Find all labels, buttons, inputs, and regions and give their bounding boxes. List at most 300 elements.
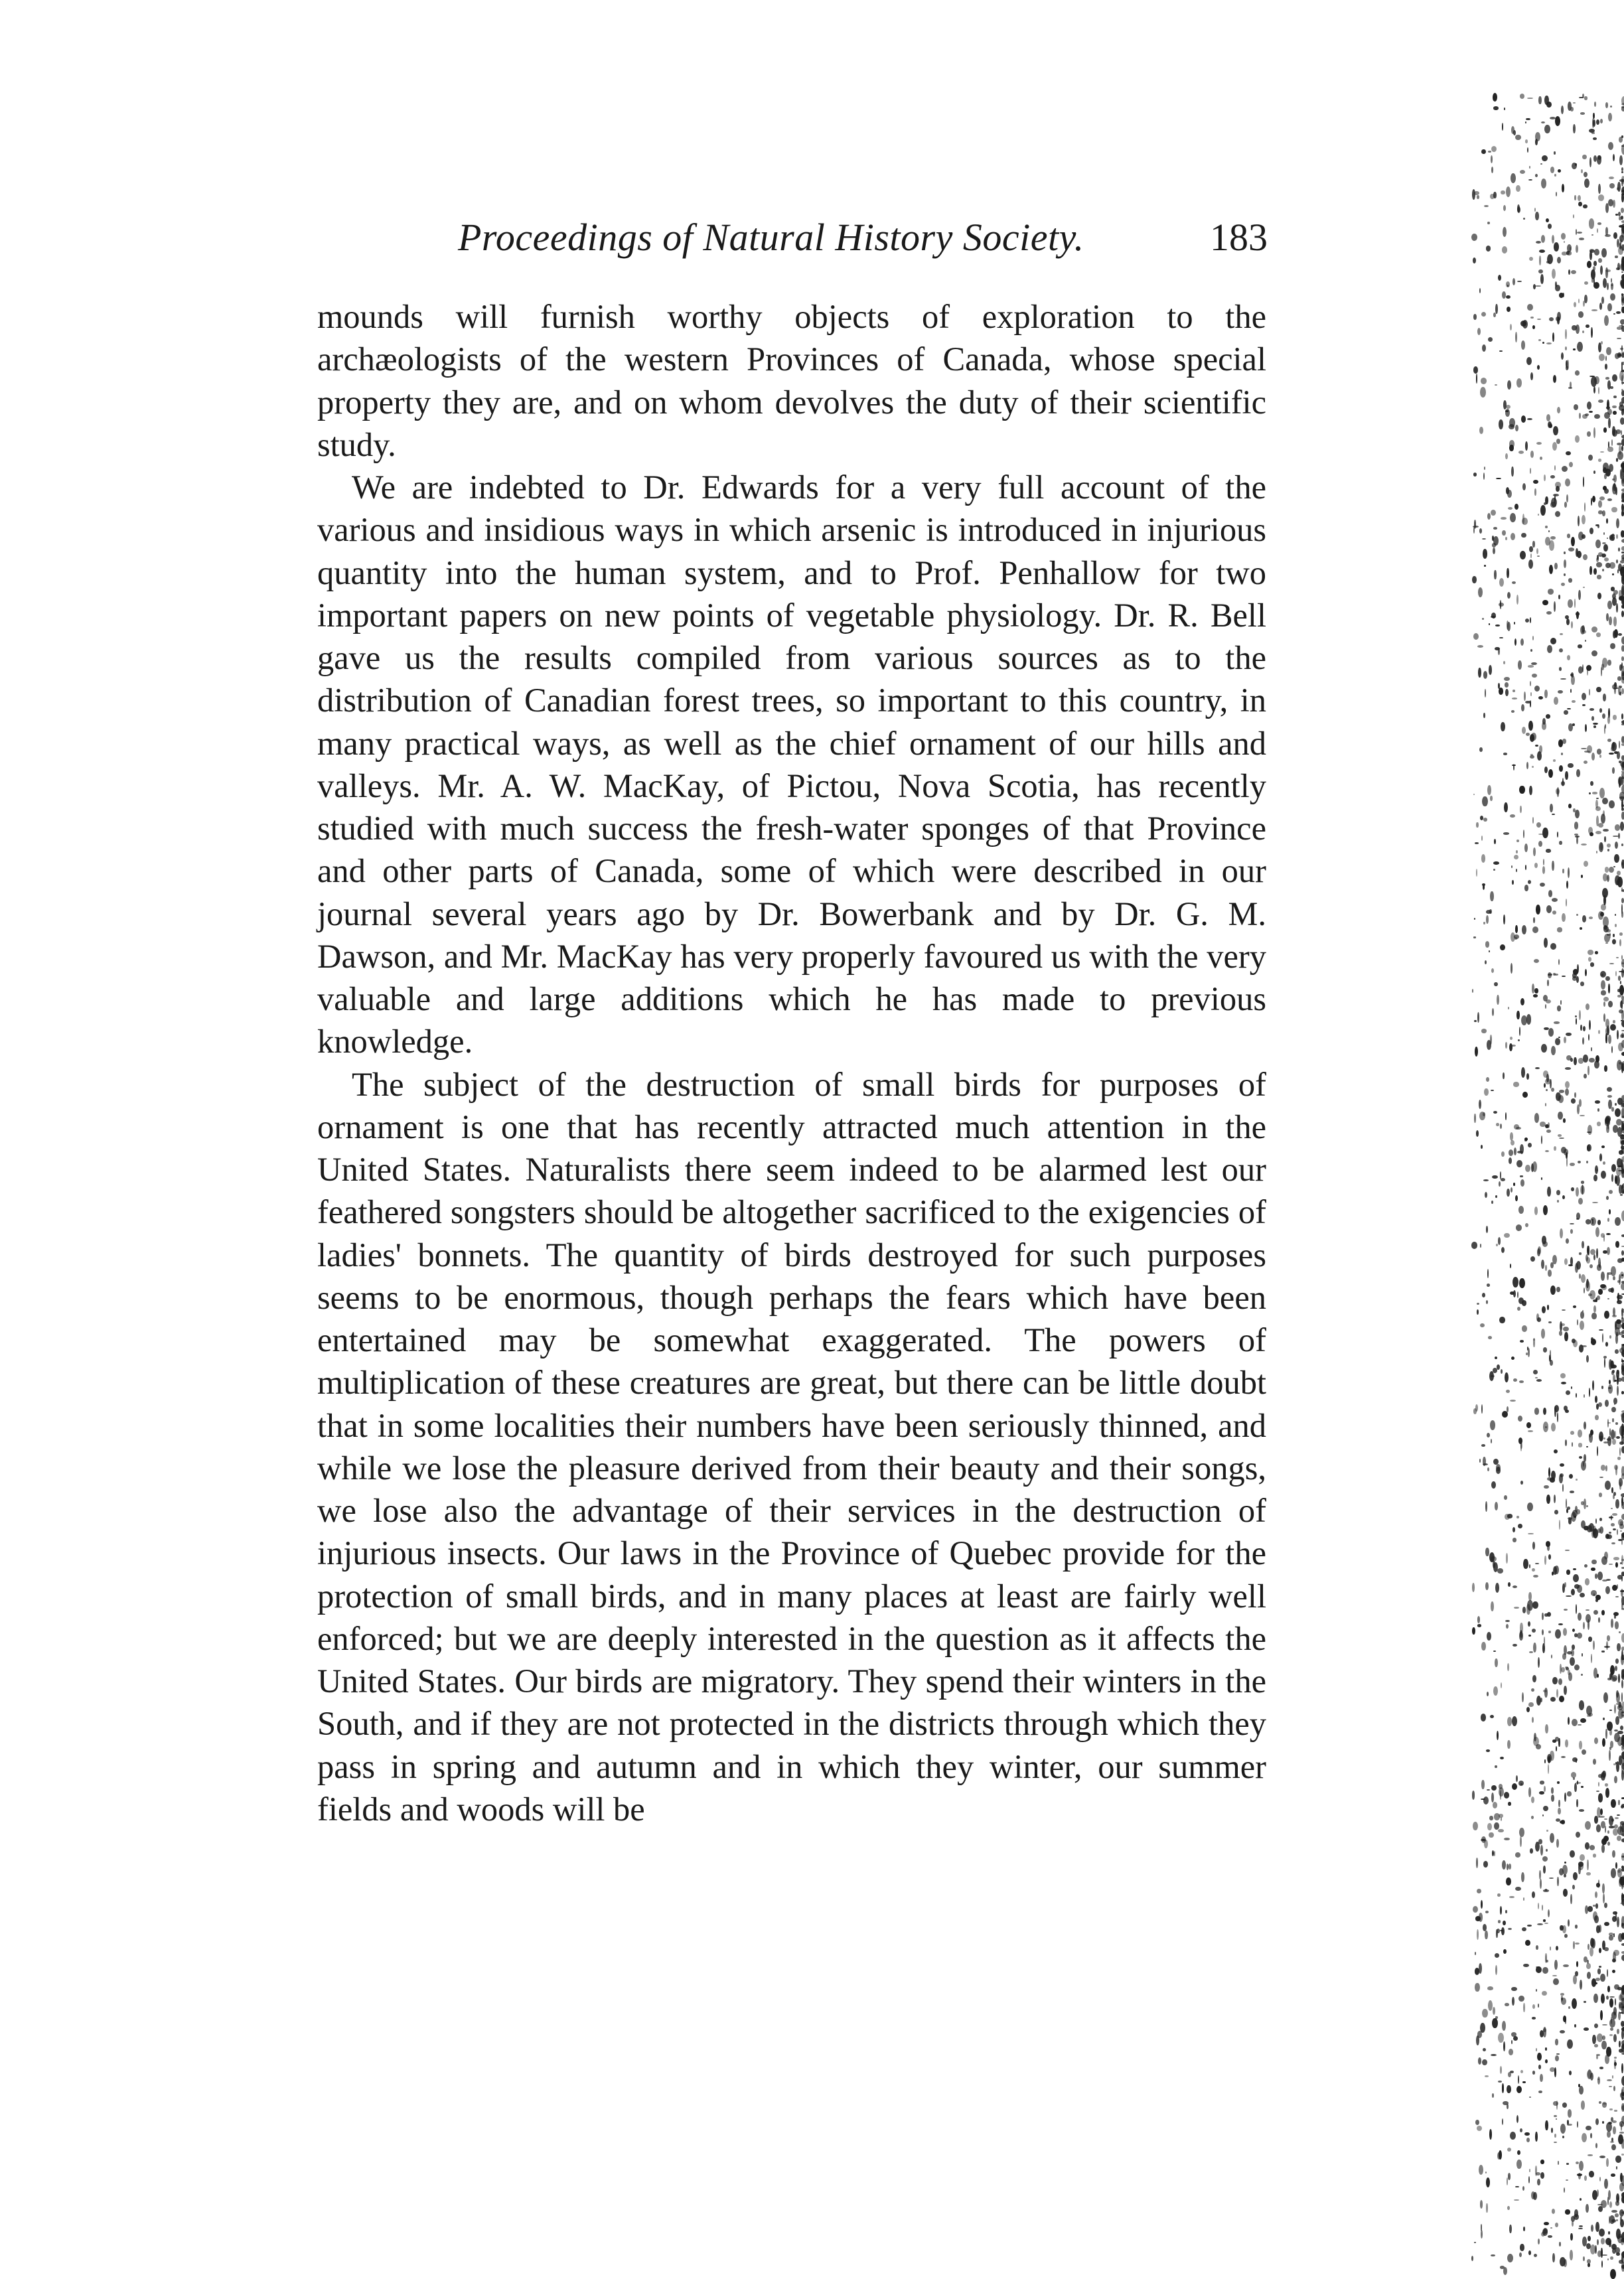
scan-speck (1483, 473, 1485, 480)
scan-speck (1574, 302, 1576, 307)
scan-speck (1615, 1621, 1619, 1629)
scan-speck (1484, 565, 1485, 567)
scan-speck (1530, 755, 1534, 759)
scan-speck (1582, 515, 1586, 525)
scan-speck (1616, 1690, 1619, 1698)
scan-speck (1578, 590, 1581, 600)
scan-speck (1526, 357, 1532, 365)
scan-speck (1544, 1485, 1549, 1489)
scan-speck (1562, 1309, 1566, 1311)
scan-speck (1602, 2024, 1607, 2025)
scan-speck (1580, 1593, 1586, 1598)
scan-speck (1496, 1244, 1498, 1246)
scan-speck (1598, 823, 1603, 828)
scan-speck (1514, 1124, 1519, 1130)
scan-speck (1483, 549, 1488, 559)
scan-speck (1583, 554, 1587, 560)
scan-speck (1603, 694, 1607, 701)
scan-speck (1553, 759, 1556, 762)
scan-speck (1514, 504, 1518, 510)
scan-speck (1534, 1113, 1540, 1122)
scan-speck (1543, 1919, 1545, 1922)
scan-speck (1587, 1944, 1589, 1950)
scan-speck (1584, 1394, 1585, 1398)
scan-speck (1533, 480, 1538, 484)
scan-speck (1586, 1505, 1588, 1507)
scan-speck (1576, 914, 1578, 916)
scan-speck (1621, 1283, 1624, 1290)
scan-speck (1520, 2070, 1523, 2073)
scan-speck (1555, 482, 1561, 487)
scan-speck (1584, 1564, 1587, 1568)
scan-speck (1532, 984, 1534, 993)
scan-speck (1536, 548, 1538, 555)
scan-speck (1528, 880, 1531, 884)
scan-speck (1538, 1903, 1539, 1909)
scan-speck (1604, 2179, 1608, 2189)
scan-speck (1514, 2199, 1519, 2201)
scan-speck (1473, 473, 1477, 477)
scan-speck (1528, 1592, 1531, 1601)
scan-speck (1487, 1632, 1491, 1641)
scan-speck (1475, 842, 1479, 844)
scan-speck (1597, 593, 1601, 599)
scan-speck (1565, 1067, 1571, 1070)
scan-speck (1506, 1390, 1510, 1393)
scan-speck (1522, 2081, 1525, 2083)
scan-speck (1544, 475, 1546, 482)
scan-speck (1484, 1088, 1488, 1096)
scan-speck (1571, 537, 1575, 547)
scan-speck (1621, 645, 1624, 652)
scan-speck (1522, 1092, 1528, 1098)
scan-speck (1505, 409, 1510, 417)
scan-speck (1501, 1369, 1503, 1374)
scan-speck (1599, 1329, 1603, 1331)
scan-speck (1543, 1408, 1546, 1415)
scan-speck (1534, 863, 1538, 868)
scan-speck (1553, 426, 1558, 436)
scan-speck (1613, 1276, 1615, 1281)
scan-speck (1550, 1833, 1554, 1843)
scan-speck (1574, 1057, 1576, 1065)
scan-speck (1544, 1759, 1546, 1763)
scan-speck (1525, 1940, 1530, 1946)
scan-speck (1517, 281, 1522, 282)
scan-speck (1598, 194, 1604, 200)
scan-speck (1621, 2154, 1624, 2156)
scan-speck (1616, 1167, 1621, 1176)
scan-speck (1586, 1161, 1588, 1163)
scan-speck (1584, 502, 1586, 512)
scan-speck (1601, 297, 1604, 304)
scan-speck (1556, 1092, 1560, 1100)
scan-speck (1613, 396, 1617, 399)
scan-speck (1511, 1187, 1513, 1193)
scan-speck (1581, 1181, 1584, 1183)
scan-speck (1621, 1798, 1624, 1800)
scan-speck (1506, 295, 1511, 299)
scan-speck (1481, 312, 1487, 317)
paragraph: The subject of the destruction of small birds for purposes of ornament is one that has recently attracted much attention in the United States. Naturalists there seem indeed to be alarmed lest our feathered songsters should be altogether sacrificed to the exigencies of ladies' bonnets. The quantity of birds destroyed for such purposes seems to be enormous, though perhaps the fears which have been entertained may be somewhat exaggerated. The powers of multiplication of these creatures are great, but there can be little doubt that in some localities their numbers have been seriously thinned, and while we lose the pleasure derived from their beauty and their songs, we lose also the advantage of their services in the destruction of injurious insects. Our laws in the Province of Quebec provide for the protection of small birds, and in many places at least are fairly well enforced; but we are deeply interested in the question as it affects the United States. Our birds are migratory. They spend their winters in the South, and if they are not protected in the districts through which they pass in spring and autumn and in which they winter, our summer fields and woods will be (317, 1063, 1266, 1831)
scan-speck (1613, 1495, 1615, 1499)
scan-speck (1503, 227, 1507, 237)
scan-speck (1589, 1947, 1593, 1956)
scan-speck (1591, 327, 1593, 337)
scan-speck (1586, 1219, 1591, 1224)
scan-speck (1560, 1925, 1563, 1931)
scan-speck (1541, 1044, 1547, 1053)
scan-speck (1550, 1947, 1552, 1950)
scan-speck (1572, 1998, 1577, 2009)
scan-speck (1621, 471, 1624, 473)
scan-speck (1561, 583, 1565, 587)
scan-speck (1547, 645, 1552, 653)
scan-speck (1568, 599, 1573, 607)
scan-speck (1495, 1502, 1499, 1510)
scan-speck (1520, 1175, 1524, 1177)
scan-speck (1621, 409, 1624, 416)
scan-speck (1621, 345, 1623, 352)
scan-speck (1568, 804, 1572, 808)
scan-speck (1609, 464, 1613, 472)
scan-speck (1573, 1872, 1578, 1880)
scan-speck (1621, 2211, 1624, 2214)
scan-speck (1477, 645, 1483, 648)
scan-speck (1607, 303, 1612, 312)
scan-speck (1593, 1641, 1595, 1650)
scan-speck (1530, 681, 1531, 686)
scan-speck (1595, 1396, 1597, 1403)
scan-speck (1619, 761, 1622, 763)
scan-speck (1619, 155, 1623, 165)
scan-speck (1522, 1300, 1526, 1305)
scan-speck (1577, 2121, 1578, 2128)
scan-speck (1570, 1163, 1575, 1166)
scan-speck (1612, 1970, 1616, 1974)
scan-speck (1551, 1654, 1552, 1659)
scan-speck (1548, 1554, 1551, 1560)
scan-speck (1546, 714, 1550, 719)
scan-speck (1578, 1058, 1584, 1063)
scan-speck (1575, 1971, 1578, 1976)
scan-speck (1510, 324, 1512, 331)
scan-speck (1564, 2187, 1565, 2193)
scan-speck (1514, 855, 1518, 859)
scan-speck (1607, 1087, 1612, 1092)
scan-speck (1554, 1495, 1556, 1503)
scan-speck (1533, 917, 1535, 923)
scan-speck (1603, 532, 1605, 535)
scan-speck (1557, 257, 1561, 263)
scan-speck (1491, 2254, 1495, 2256)
scan-speck (1621, 530, 1624, 538)
scan-speck (1562, 466, 1568, 472)
scan-speck (1609, 2019, 1615, 2027)
scan-speck (1621, 167, 1623, 171)
scan-speck (1531, 733, 1536, 741)
scan-speck (1617, 1868, 1621, 1877)
scan-speck (1617, 451, 1623, 460)
scan-speck (1621, 1502, 1624, 1509)
scan-speck (1598, 459, 1601, 462)
scan-speck (1612, 939, 1617, 945)
scan-speck (1614, 854, 1619, 863)
scan-speck (1503, 753, 1507, 755)
scan-speck (1619, 1877, 1624, 1885)
scan-speck (1580, 112, 1585, 114)
scan-speck (1522, 483, 1526, 490)
scan-speck (1545, 1265, 1546, 1271)
scan-speck (1479, 2165, 1483, 2175)
scan-speck (1619, 932, 1623, 936)
scan-speck (1584, 281, 1588, 285)
scan-speck (1552, 1739, 1556, 1742)
scan-speck (1544, 1688, 1548, 1698)
scan-speck (1615, 1108, 1621, 1117)
scan-speck (1536, 2048, 1537, 2051)
scan-speck (1523, 1559, 1528, 1570)
scan-speck (1481, 378, 1487, 384)
scan-speck (1493, 106, 1499, 110)
scan-speck (1525, 865, 1526, 869)
scan-speck (1508, 1802, 1511, 1806)
scan-speck (1522, 727, 1526, 734)
scan-speck (1515, 1887, 1521, 1891)
scan-speck (1590, 2244, 1595, 2254)
scan-speck (1609, 1209, 1611, 1215)
scan-speck (1582, 1037, 1584, 1044)
scan-speck (1607, 844, 1611, 847)
scan-speck (1543, 1205, 1548, 1214)
scan-speck (1591, 753, 1595, 761)
scan-speck (1621, 1359, 1623, 1360)
scan-speck (1555, 2039, 1558, 2045)
scan-speck (1502, 530, 1506, 536)
scan-speck (1573, 1941, 1575, 1949)
scan-speck (1538, 2004, 1539, 2008)
scan-speck (1501, 190, 1505, 195)
scan-speck (1531, 1797, 1534, 1803)
scan-speck (1617, 1386, 1619, 1396)
scan-speck (1513, 278, 1515, 285)
scan-speck (1505, 682, 1509, 688)
scan-speck (1553, 2101, 1558, 2105)
scan-speck (1603, 486, 1607, 490)
scan-speck (1489, 2129, 1492, 2139)
scan-speck (1615, 842, 1618, 849)
scan-speck (1576, 2162, 1579, 2164)
scan-speck (1502, 2118, 1503, 2125)
scan-speck (1491, 167, 1493, 173)
scan-speck (1510, 1400, 1516, 1402)
scan-speck (1519, 1380, 1524, 1383)
scan-speck (1609, 867, 1614, 873)
scan-speck (1621, 299, 1624, 307)
scan-speck (1603, 1437, 1605, 1439)
scan-speck (1491, 2054, 1497, 2056)
scan-speck (1621, 1159, 1623, 1170)
scan-speck (1582, 331, 1584, 333)
scan-speck (1612, 2075, 1613, 2079)
scan-speck (1591, 626, 1597, 633)
scan-speck (1605, 1783, 1608, 1786)
scan-speck (1513, 1290, 1516, 1297)
scan-speck (1621, 461, 1624, 471)
scan-speck (1583, 477, 1585, 487)
scan-speck (1578, 2228, 1582, 2229)
scan-speck (1611, 1174, 1613, 1182)
scan-speck (1580, 1718, 1586, 1723)
scan-speck (1487, 513, 1491, 520)
scan-speck (1559, 1868, 1564, 1875)
scan-speck (1554, 242, 1560, 252)
scan-speck (1612, 1675, 1617, 1680)
scan-speck (1595, 1100, 1600, 1103)
scan-speck (1609, 2108, 1613, 2111)
scan-speck (1521, 1015, 1527, 1025)
scan-speck (1487, 1284, 1491, 1287)
scan-speck (1581, 748, 1587, 749)
scan-speck (1495, 625, 1499, 626)
scan-speck (1479, 427, 1483, 434)
scan-speck (1616, 957, 1619, 958)
scan-speck (1608, 2231, 1610, 2235)
scan-speck (1590, 2133, 1592, 2138)
scan-speck (1497, 1731, 1499, 1740)
scan-speck (1549, 565, 1553, 574)
scan-speck (1609, 1564, 1612, 1565)
scan-speck (1584, 2175, 1587, 2181)
scan-speck (1493, 1686, 1498, 1696)
scan-speck (1621, 2053, 1624, 2055)
scan-speck (1615, 1322, 1621, 1330)
scan-speck (1611, 2210, 1617, 2213)
scan-speck (1533, 1370, 1538, 1374)
scan-speck (1588, 1246, 1589, 1256)
scan-speck (1621, 812, 1624, 820)
scan-speck (1621, 1010, 1624, 1021)
scan-speck (1529, 166, 1531, 169)
scan-speck (1493, 192, 1496, 198)
scan-speck (1568, 1919, 1570, 1927)
scan-speck (1600, 1974, 1605, 1982)
scan-speck (1571, 1187, 1574, 1191)
scan-speck (1560, 2257, 1566, 2266)
scan-speck (1619, 778, 1621, 788)
scan-speck (1610, 106, 1612, 108)
scan-speck (1480, 1244, 1481, 1248)
scan-speck (1481, 1642, 1485, 1651)
scan-speck (1567, 360, 1569, 370)
scan-speck (1597, 524, 1599, 529)
scan-speck (1510, 2071, 1514, 2074)
scan-speck (1552, 1975, 1557, 1977)
scan-speck (1540, 2172, 1544, 2179)
scan-speck (1503, 1921, 1506, 1925)
scan-speck (1621, 2105, 1624, 2110)
scan-speck (1604, 315, 1609, 326)
scan-speck (1541, 121, 1545, 123)
scan-speck (1559, 765, 1564, 772)
scan-speck (1533, 994, 1538, 997)
scan-speck (1618, 976, 1621, 980)
scan-speck (1572, 700, 1576, 703)
scan-speck (1526, 762, 1528, 769)
scan-speck (1556, 317, 1560, 322)
scan-speck (1562, 1195, 1565, 1200)
scan-speck (1558, 1623, 1563, 1625)
scan-speck (1604, 836, 1606, 842)
scan-speck (1578, 1430, 1582, 1437)
scan-speck (1538, 514, 1539, 516)
scan-speck (1489, 1371, 1494, 1381)
scan-speck (1564, 551, 1565, 554)
scan-speck (1505, 1042, 1508, 1049)
scan-speck (1614, 1776, 1617, 1784)
scan-speck (1605, 1400, 1609, 1407)
scan-speck (1484, 205, 1489, 207)
scan-speck (1548, 1631, 1551, 1633)
scan-speck (1596, 851, 1597, 853)
scan-speck (1508, 1582, 1511, 1587)
scan-speck (1510, 1264, 1511, 1268)
scan-speck (1591, 376, 1597, 387)
scan-speck (1582, 1241, 1584, 1248)
scan-speck (1542, 600, 1548, 605)
scan-speck (1604, 1922, 1609, 1927)
scan-speck (1561, 352, 1564, 360)
scan-speck (1495, 304, 1498, 314)
scan-speck (1507, 307, 1511, 312)
scan-speck (1620, 822, 1624, 831)
scan-speck (1617, 1370, 1619, 1374)
scan-speck (1611, 1360, 1614, 1369)
scan-speck (1621, 1446, 1624, 1453)
scan-speck (1481, 836, 1483, 842)
scan-speck (1608, 2190, 1611, 2200)
scan-speck (1534, 959, 1539, 963)
scan-speck (1507, 2254, 1513, 2262)
scan-speck (1575, 810, 1580, 818)
scan-speck (1595, 1891, 1597, 1898)
scan-speck (1493, 548, 1495, 555)
scan-speck (1611, 2173, 1615, 2177)
scan-speck (1581, 2100, 1585, 2110)
scan-speck (1589, 218, 1595, 228)
scan-speck (1522, 1927, 1527, 1932)
scan-speck (1528, 2250, 1531, 2255)
scan-speck (1613, 232, 1617, 240)
scan-speck (1579, 2161, 1584, 2171)
scan-speck (1621, 279, 1624, 289)
scan-speck (1518, 1524, 1522, 1528)
scan-speck (1484, 1840, 1488, 1848)
scan-speck (1509, 2049, 1513, 2055)
scan-speck (1621, 353, 1624, 358)
scan-speck (1542, 1629, 1544, 1635)
scan-speck (1520, 1783, 1522, 1785)
scan-speck (1518, 1437, 1522, 1444)
scan-speck (1607, 1534, 1612, 1539)
scan-speck (1591, 1339, 1596, 1345)
scan-speck (1621, 1040, 1624, 1049)
scan-speck (1597, 222, 1602, 225)
scan-speck (1610, 2027, 1613, 2031)
body-text (317, 295, 1266, 1830)
scan-speck (1564, 1934, 1568, 1938)
scan-speck (1550, 638, 1556, 644)
